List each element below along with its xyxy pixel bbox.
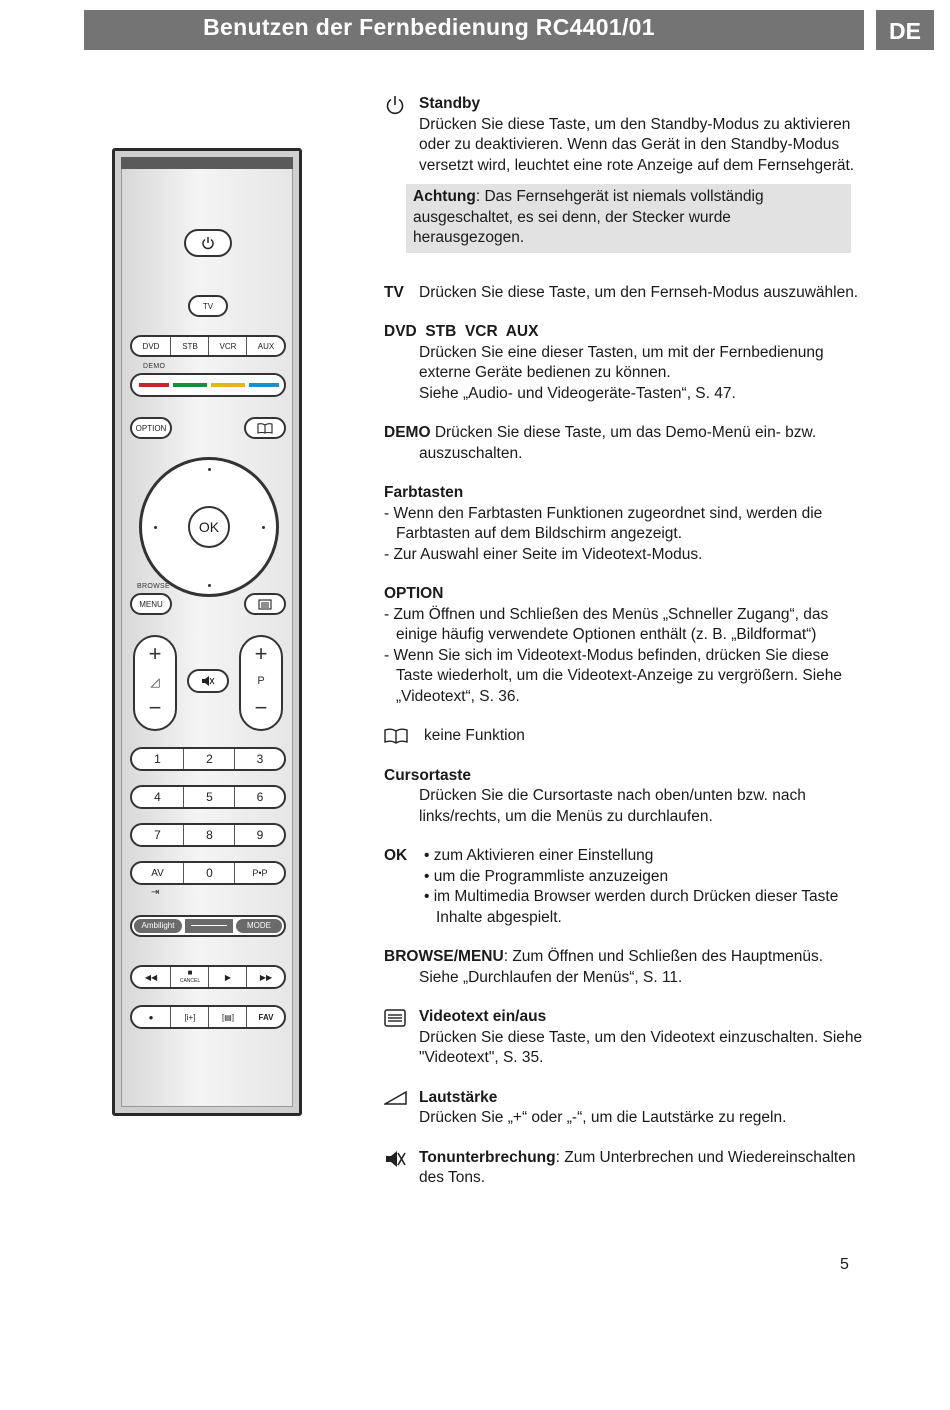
volume-icon: [384, 1090, 408, 1106]
blue-key[interactable]: [249, 383, 279, 387]
digit-label: 7: [154, 828, 161, 842]
option-item: - Wenn Sie sich im Videotext-Modus befinden, drücken Sie diese Taste wiederholt, um die Videotext-Anzeige zu vergrößern. Siehe „Videotext“, S. 36.: [384, 646, 843, 705]
aux-button[interactable]: [246, 337, 285, 355]
split-screen-button[interactable]: [208, 1007, 247, 1027]
program-label: P: [257, 675, 265, 687]
page-title: Benutzen der Fernbedienung RC4401/01: [203, 14, 655, 40]
ok-item: • im Multimedia Browser werden durch Drücken dieser Taste Inhalte abgespielt.: [424, 888, 839, 926]
option-button[interactable]: [130, 417, 172, 439]
play-button[interactable]: [208, 967, 247, 987]
digit-8[interactable]: [183, 825, 235, 845]
sources-text: Drücken Sie eine dieser Tasten, um mit der Fernbedienung externe Geräte bedienen zu können.: [419, 343, 824, 381]
language-badge: DE: [876, 10, 934, 50]
remote-control: [112, 148, 302, 1116]
red-key[interactable]: [139, 383, 169, 387]
record-icon: ●: [148, 1012, 154, 1022]
av-button[interactable]: [132, 863, 183, 883]
ok-section: [384, 846, 864, 928]
standby-button[interactable]: [184, 229, 232, 257]
power-icon: [201, 236, 215, 250]
volume-title: Lautstärke: [419, 1088, 498, 1106]
demo-section: [384, 423, 864, 464]
tv-button[interactable]: [188, 295, 228, 317]
teletext-section: [384, 1007, 864, 1069]
cursor-right[interactable]: [262, 526, 265, 529]
standby-note: [406, 184, 851, 253]
farbtasten-item: - Wenn den Farbtasten Funktionen zugeordnet sind, werden die Farbtasten auf dem Bildschirm angezeigt.: [384, 504, 823, 542]
book-text: keine Funktion: [424, 727, 525, 744]
digit-9[interactable]: [234, 825, 285, 845]
ok-label: OK: [198, 519, 220, 535]
play-icon: ▶: [224, 972, 232, 982]
browse-text: : Zum Öffnen und Schließen des Hauptmenüs. Siehe „Durchlaufen der Menüs“, S. 11.: [419, 948, 824, 986]
digit-row-1: [130, 747, 286, 771]
teletext-icon: [258, 599, 272, 610]
volume-rocker[interactable]: [133, 635, 177, 731]
volume-text: Drücken Sie „+“ oder „-“, um die Lautstärke zu regeln.: [419, 1109, 787, 1126]
digit-label: 4: [154, 790, 161, 804]
ambilight-row: [130, 915, 286, 937]
digit-3[interactable]: [234, 749, 285, 769]
book-icon: [384, 728, 408, 744]
option-title: OPTION: [384, 585, 444, 602]
option-section: [384, 584, 864, 707]
digit-label: 8: [206, 828, 213, 842]
digit-row-4: [130, 861, 286, 885]
cursor-pad[interactable]: [139, 457, 279, 597]
remote-top-strip: [121, 157, 293, 169]
program-up-icon: +: [254, 641, 268, 666]
demo-text: Drücken Sie diese Taste, um das Demo-Menü ein- bzw. auszuschalten.: [419, 424, 817, 462]
ok-button[interactable]: [188, 506, 230, 548]
cursor-left[interactable]: [154, 526, 157, 529]
demo-label: DEMO: [143, 363, 166, 370]
digit-label: 9: [256, 828, 264, 842]
digit-5[interactable]: [183, 787, 235, 807]
digit-label: 3: [256, 752, 264, 766]
stb-button[interactable]: [170, 337, 209, 355]
standby-section: [384, 94, 864, 253]
forward-icon: ▶▶: [259, 972, 273, 982]
volume-section: [384, 1088, 864, 1129]
sources-ref: Siehe „Audio- und Videogeräte-Tasten“, S. 47.: [419, 384, 736, 402]
dvd-label: DVD: [142, 341, 160, 351]
farbtasten-item: - Zur Auswahl einer Seite im Videotext-Modus.: [384, 545, 703, 563]
source-buttons: [130, 335, 286, 357]
rewind-button[interactable]: [132, 967, 170, 987]
green-key[interactable]: [173, 383, 207, 387]
browse-label: BROWSE: [137, 583, 170, 590]
pip-button[interactable]: [234, 863, 285, 883]
cursor-down[interactable]: [208, 584, 211, 587]
pip-label: P•P: [252, 868, 268, 878]
videotext-text: Drücken Sie diese Taste, um den Videotext einzuschalten. Siehe "Videotext", S. 35.: [419, 1028, 863, 1066]
book-icon: [257, 423, 273, 434]
record-button[interactable]: [132, 1007, 170, 1027]
volume-up-icon: +: [148, 641, 162, 666]
digit-6[interactable]: [234, 787, 285, 807]
cursor-section: [384, 766, 864, 828]
digit-2[interactable]: [183, 749, 235, 769]
program-down-icon: −: [254, 695, 268, 720]
cursor-up[interactable]: [208, 468, 211, 471]
page-number: 5: [840, 1256, 849, 1273]
mode-button[interactable]: [236, 919, 282, 933]
digit-label: 5: [206, 790, 213, 804]
note-label: Achtung: [413, 188, 476, 205]
ambilight-button[interactable]: [134, 919, 182, 933]
stb-label: STB: [182, 341, 198, 351]
info-button[interactable]: [170, 1007, 209, 1027]
transport-row: [130, 965, 286, 989]
digit-7[interactable]: [132, 825, 183, 845]
standby-title: Standby: [419, 95, 481, 112]
cursor-title: Cursortaste: [384, 766, 471, 784]
book-button[interactable]: [244, 417, 286, 439]
browse-section: [384, 947, 864, 988]
sources-label: DVD STB VCR AUX: [384, 323, 539, 340]
tv-section: [384, 283, 864, 304]
av-label: AV: [151, 867, 164, 879]
info-icon: [i+]: [184, 1012, 196, 1022]
digit-0[interactable]: [183, 863, 235, 883]
menu-label: MENU: [139, 599, 163, 609]
digit-label: 1: [154, 752, 161, 766]
power-icon: [385, 95, 405, 115]
aux-label: AUX: [257, 341, 275, 351]
mute-section: [384, 1148, 864, 1189]
input-icon: ⇥: [151, 887, 160, 898]
digit-4[interactable]: [132, 787, 183, 807]
standby-text: Drücken Sie diese Taste, um den Standby-Modus zu aktivieren oder zu deaktivieren. Wenn das Gerät in den Standby-Modus versetzt wird, leuchtet eine rote Anzeige auf dem Fernsehgerät.: [419, 115, 855, 174]
mute-button[interactable]: [187, 669, 229, 693]
menu-button[interactable]: [130, 593, 172, 615]
yellow-key[interactable]: [211, 383, 245, 387]
book-section: [384, 726, 864, 747]
digit-label: 0: [206, 866, 213, 880]
color-keys-section: [384, 483, 864, 565]
cancel-label: CANCEL: [179, 978, 201, 984]
volume-icon: ◿: [150, 675, 160, 689]
color-keys: [130, 373, 286, 397]
split-screen-icon: [▤]: [221, 1012, 234, 1022]
forward-button[interactable]: [246, 967, 285, 987]
tv-button-label: TV: [202, 301, 214, 311]
teletext-button[interactable]: [244, 593, 286, 615]
demo-label: DEMO: [384, 424, 431, 441]
mute-text: : Zum Unterbrechen und Wiedereinschalten des Tons.: [419, 1148, 856, 1186]
teletext-icon: [384, 1009, 406, 1027]
option-item: - Zum Öffnen und Schließen des Menüs „Schneller Zugang“, das einige häufig verwendete Optionen enthält (z. B. „Bildformat“): [384, 605, 829, 643]
rewind-icon: ◀◀: [144, 972, 158, 982]
ambilight-label: Ambilight: [141, 921, 175, 930]
volume-down-icon: −: [148, 695, 162, 720]
ambilight-slider[interactable]: [185, 919, 233, 933]
mute-icon: [201, 675, 215, 687]
mode-label: MODE: [247, 921, 271, 930]
digit-row-3: [130, 823, 286, 847]
sources-section: [384, 322, 864, 404]
ok-item: • um die Programmliste anzuzeigen: [424, 867, 669, 885]
note-text: : Das Fernsehgerät ist niemals vollständig ausgeschaltet, es sei denn, der Stecker wurde herausgezogen.: [413, 188, 764, 246]
fav-label: FAV: [258, 1012, 274, 1022]
descriptions: [384, 94, 864, 1189]
videotext-title: Videotext ein/aus: [419, 1008, 547, 1025]
digit-1[interactable]: [132, 749, 183, 769]
digit-label: 2: [206, 752, 213, 766]
tv-text: Drücken Sie diese Taste, um den Fernseh-Modus auszuwählen.: [419, 283, 859, 301]
mute-icon: [384, 1149, 406, 1169]
stop-button[interactable]: [170, 967, 209, 987]
ok-label: OK: [384, 847, 408, 864]
ok-item: • zum Aktivieren einer Einstellung: [424, 847, 654, 864]
option-label: OPTION: [135, 423, 167, 433]
stop-icon: ■: [187, 968, 193, 977]
tv-label: TV: [384, 283, 404, 301]
fav-button[interactable]: [246, 1007, 285, 1027]
dvd-button[interactable]: [132, 337, 170, 355]
cursor-text: Drücken Sie die Cursortaste nach oben/unten bzw. nach links/rechts, um die Menüs zu durchlaufen.: [419, 787, 806, 825]
vcr-button[interactable]: [208, 337, 247, 355]
vcr-label: VCR: [219, 341, 237, 351]
mute-title: Tonunterbrechung: [419, 1148, 556, 1166]
bottom-row: [130, 1005, 286, 1029]
browse-label: BROWSE/MENU: [384, 948, 504, 965]
digit-row-2: [130, 785, 286, 809]
digit-label: 6: [256, 790, 264, 804]
program-rocker[interactable]: [239, 635, 283, 731]
farbtasten-title: Farbtasten: [384, 484, 464, 501]
